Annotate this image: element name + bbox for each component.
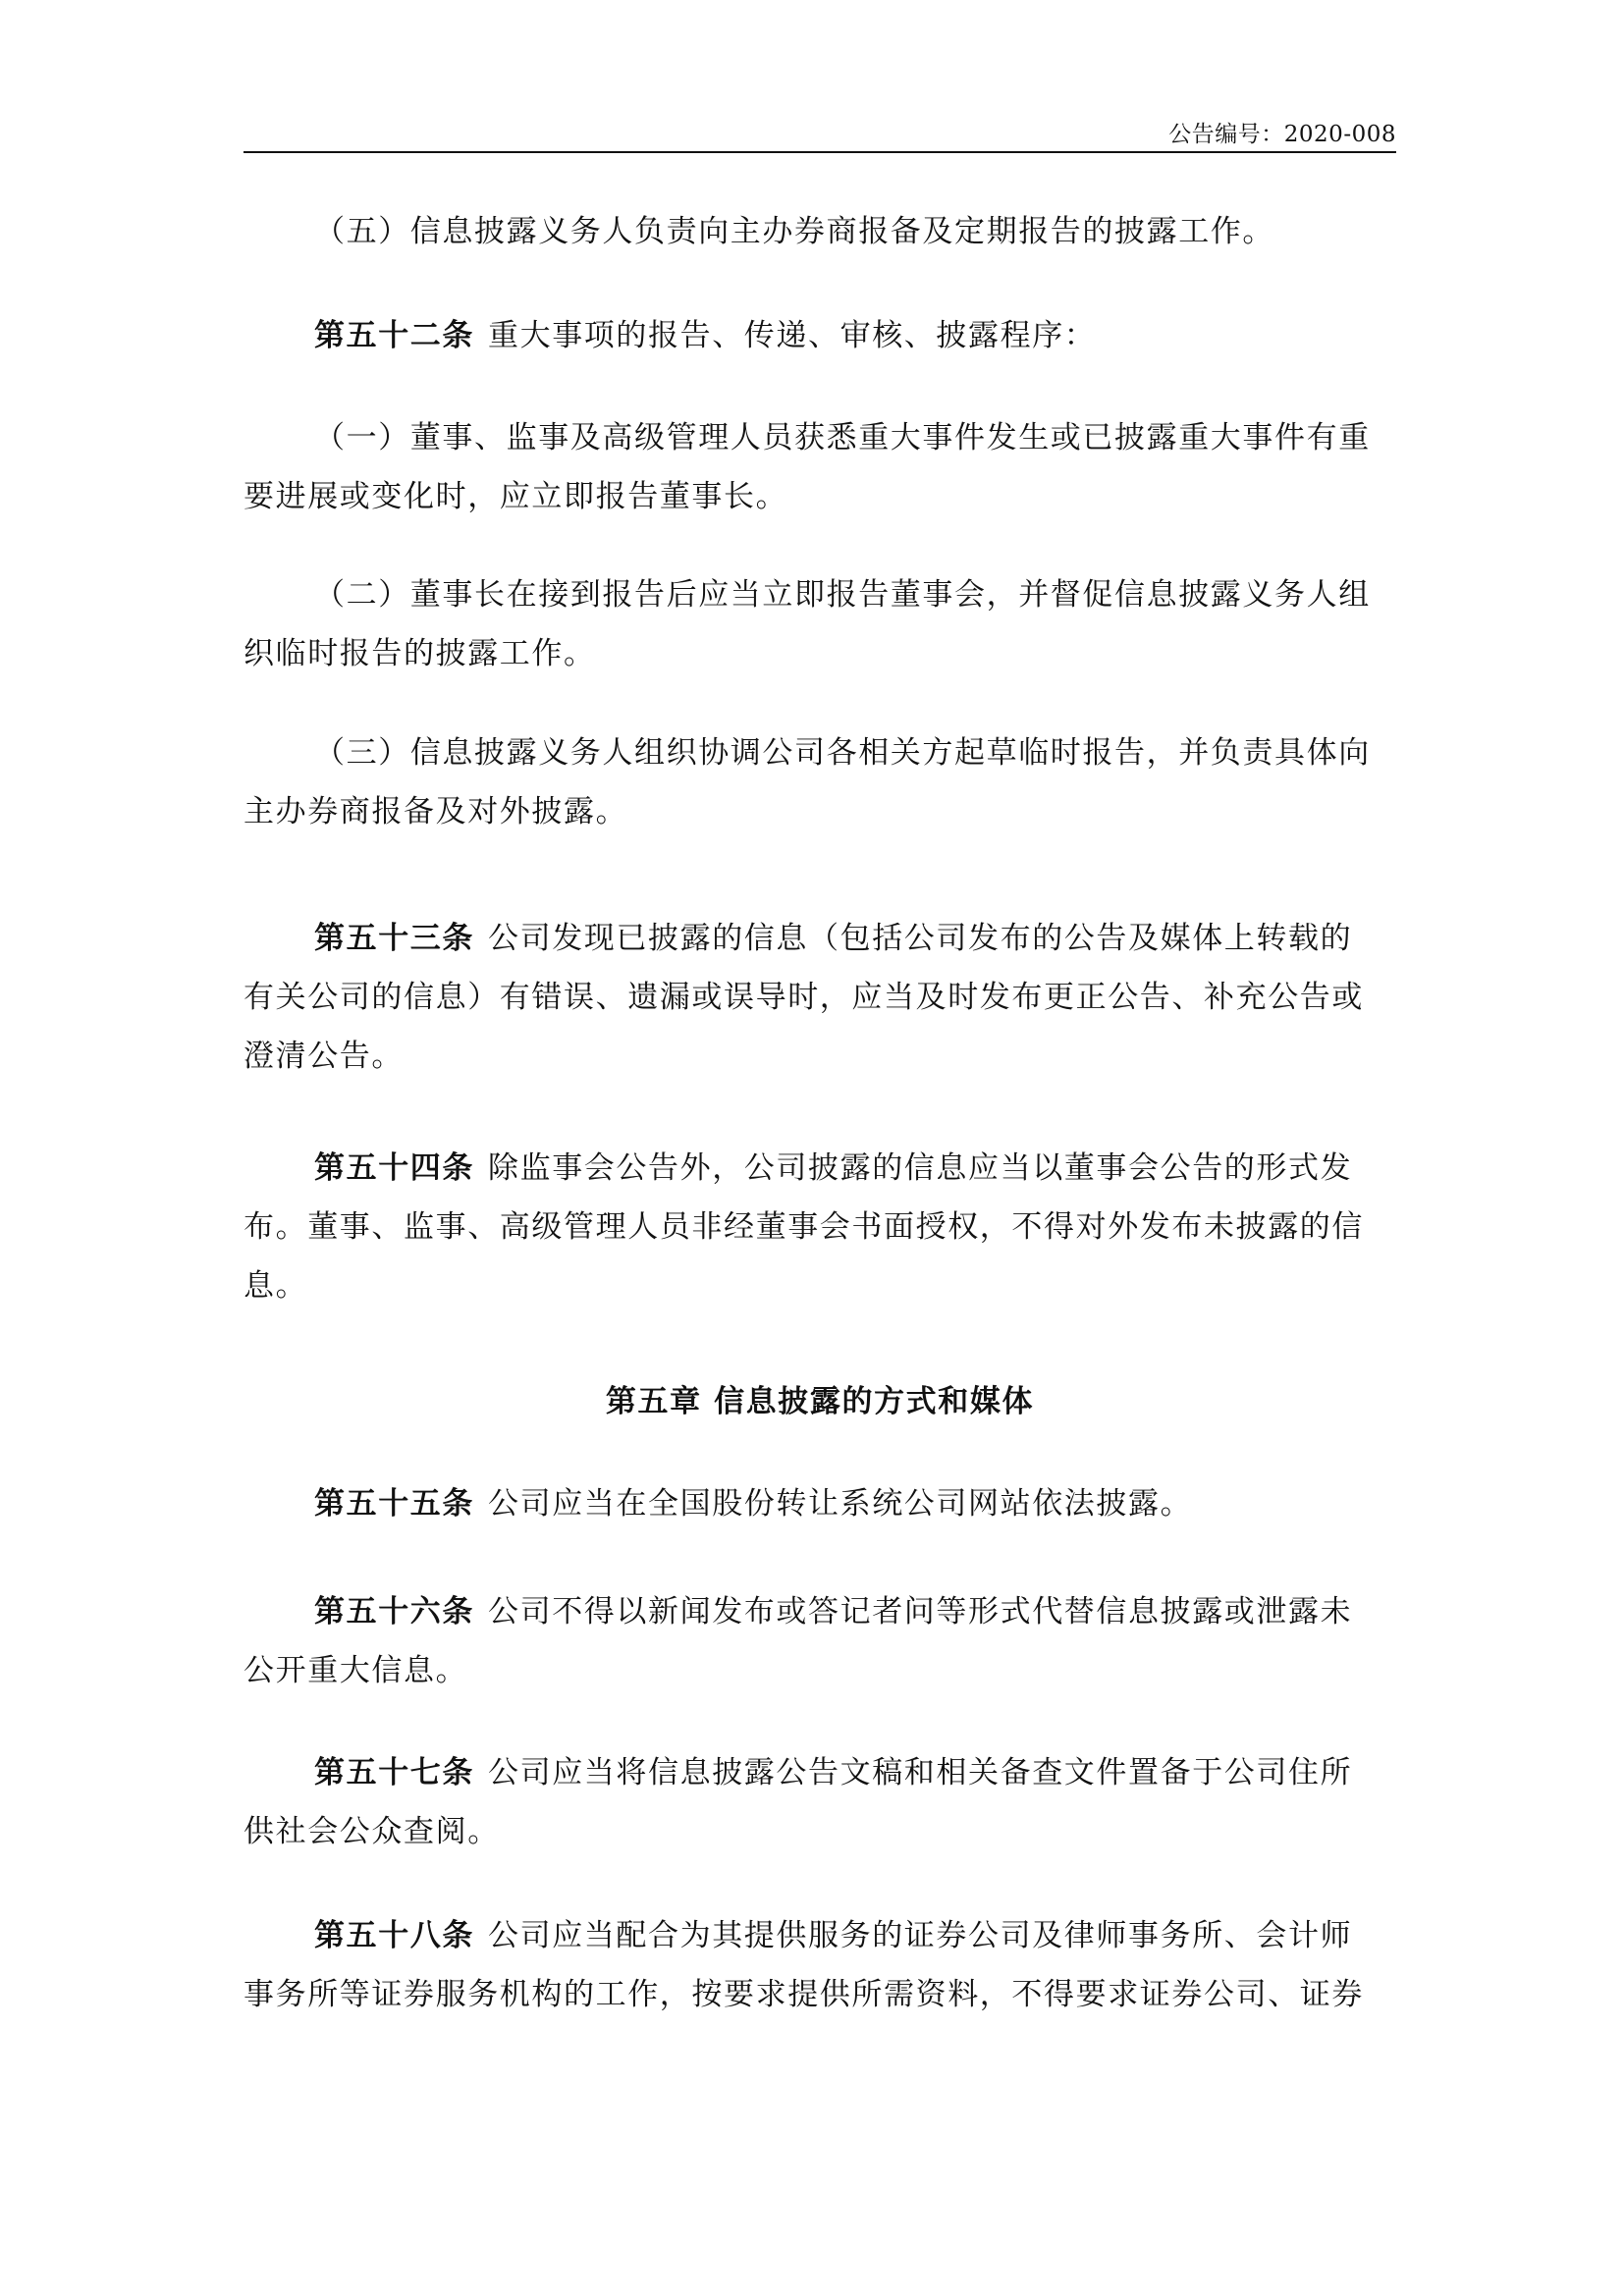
article-text: 公司应当在全国股份转让系统公司网站依法披露。 — [488, 1486, 1193, 1522]
article-title: 第五十七条 — [314, 1755, 474, 1790]
article-52 — [244, 306, 1382, 365]
paragraph-item-2 — [244, 565, 1382, 683]
article-53 — [244, 909, 1382, 1086]
paragraph-text: （一）董事、监事及高级管理人员获悉重大事件发生或已披露重大事件有重要进展或变化时，应立即报告董事长。 — [244, 420, 1371, 514]
article-title: 第五十六条 — [314, 1594, 474, 1629]
article-text: 除监事会公告外，公司披露的信息应当以董事会公告的形式发布。董事、监事、高级管理人员非经董事会书面授权，不得对外发布未披露的信息。 — [244, 1150, 1364, 1304]
article-title: 第五十三条 — [314, 921, 474, 956]
header-divider — [244, 151, 1396, 153]
article-56 — [244, 1582, 1382, 1700]
article-text: 公司应当将信息披露公告文稿和相关备查文件置备于公司住所供社会公众查阅。 — [244, 1755, 1353, 1849]
article-title: 第五十八条 — [314, 1918, 474, 1953]
article-58 — [244, 1906, 1382, 2024]
article-57 — [244, 1743, 1382, 1861]
article-text: 重大事项的报告、传递、审核、披露程序： — [488, 318, 1097, 353]
paragraph-text: （三）信息披露义务人组织协调公司各相关方起草临时报告，并负责具体向主办券商报备及对外披露。 — [244, 735, 1371, 829]
article-title: 第五十二条 — [314, 318, 474, 353]
announcement-number: 公告编号：2020-008 — [1168, 122, 1396, 147]
article-title: 第五十五条 — [314, 1486, 474, 1522]
paragraph-item-5 — [244, 202, 1382, 261]
article-54 — [244, 1139, 1382, 1315]
article-text: 公司发现已披露的信息（包括公司发布的公告及媒体上转载的有关公司的信息）有错误、遗漏或误导时，应当及时发布更正公告、补充公告或澄清公告。 — [244, 921, 1364, 1074]
paragraph-text: （五）信息披露义务人负责向主办券商报备及定期报告的披露工作。 — [314, 214, 1274, 249]
paragraph-item-3 — [244, 723, 1382, 841]
paragraph-item-1 — [244, 408, 1382, 526]
article-title: 第五十四条 — [314, 1150, 474, 1186]
paragraph-text: （二）董事长在接到报告后应当立即报告董事会，并督促信息披露义务人组织临时报告的披露工作。 — [244, 577, 1371, 671]
article-text: 公司不得以新闻发布或答记者问等形式代替信息披露或泄露未公开重大信息。 — [244, 1594, 1353, 1688]
chapter-title: 第五章 信息披露的方式和媒体 — [605, 1384, 1035, 1419]
article-text: 公司应当配合为其提供服务的证券公司及律师事务所、会计师事务所等证券服务机构的工作，按要求提供所需资料，不得要求证券公司、证券 — [244, 1918, 1364, 2012]
article-55 — [244, 1474, 1382, 1533]
